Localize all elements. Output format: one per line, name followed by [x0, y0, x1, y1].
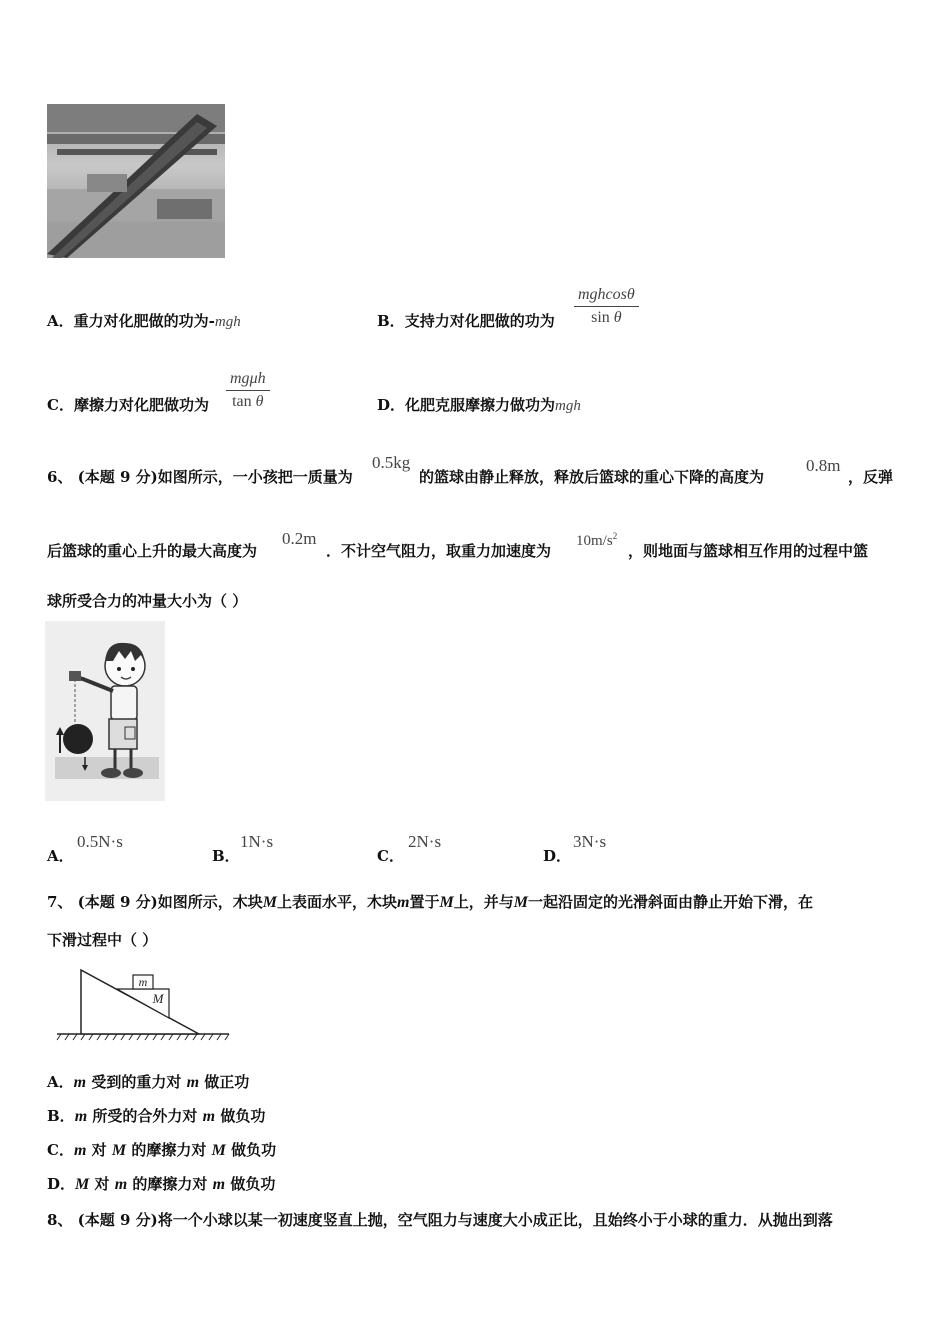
q6-line-1b: 的篮球由静止释放，释放后篮球的重心下降的高度为 [419, 468, 765, 486]
q8-line-1: 8、 (本题 9 分)将一个小球以某一初速度竖直上抛，空气阻力与速度大小成正比，且始终小于小球的重力．从抛出到落 [47, 1211, 833, 1229]
block-M-label: M [152, 991, 164, 1006]
q6-option-d-value: 3N·s [573, 832, 607, 851]
q6-option-b-label: B． [212, 847, 240, 865]
child-basketball-illustration [45, 621, 165, 801]
q5-option-c-fraction: mgμh tan θ [226, 370, 270, 411]
q6-mass: 0.5kg [372, 453, 411, 472]
q7-option-d: D．M 对 m 的摩擦力对 m 做负功 [47, 1175, 276, 1193]
q6-option-a-value: 0.5N·s [77, 832, 123, 851]
q7-option-a: A．m 受到的重力对 m 做正功 [47, 1073, 250, 1091]
q6-line-3: 球所受合力的冲量大小为（ ） [47, 592, 248, 610]
q5-option-d: D．化肥克服摩擦力做功为mgh [377, 396, 581, 414]
q7-option-b: B．m 所受的合外力对 m 做负功 [47, 1107, 266, 1125]
q7-line-1: 7、 (本题 9 分)如图所示，木块M上表面水平，木块m置于M上，并与M一起沿固定的光滑斜面由静止开始下滑，在 [47, 893, 813, 911]
q5-option-a: A．重力对化肥做的功为-mgh [47, 312, 241, 330]
q5-option-b-fraction: mghcosθ sin θ [574, 286, 639, 327]
q6-drop-height: 0.8m [806, 456, 841, 475]
q6-option-d-label: D． [543, 847, 572, 865]
q6-option-b-value: 1N·s [240, 832, 274, 851]
block-m-label: m [138, 975, 148, 989]
q5-option-b: B．支持力对化肥做的功为 [377, 312, 555, 330]
q6-line-2b: ．不计空气阻力，取重力加速度为 [326, 542, 552, 560]
incline-block-diagram [55, 966, 235, 1042]
q6-rise-height: 0.2m [282, 529, 317, 548]
q7-option-c: C．m 对 M 的摩擦力对 M 做负功 [47, 1141, 277, 1159]
q6-line-2c: ，则地面与篮球相互作用的过程中篮 [628, 542, 869, 560]
q6-option-c-value: 2N·s [408, 832, 442, 851]
q7-line-2: 下滑过程中（ ） [47, 931, 158, 949]
q6-line-1: 6、 (本题 9 分)如图所示，一小孩把一质量为 [47, 468, 353, 486]
conveyor-photo [47, 104, 225, 258]
q6-line-1c: ，反弹 [848, 468, 894, 486]
q6-line-2: 后篮球的重心上升的最大高度为 [47, 542, 258, 560]
q6-option-a-label: A． [47, 847, 74, 865]
q6-gravity: $10m/s^2$ [576, 531, 618, 549]
q5-option-c: C．摩擦力对化肥做功为 [47, 396, 209, 414]
q6-option-c-label: C． [377, 847, 404, 865]
